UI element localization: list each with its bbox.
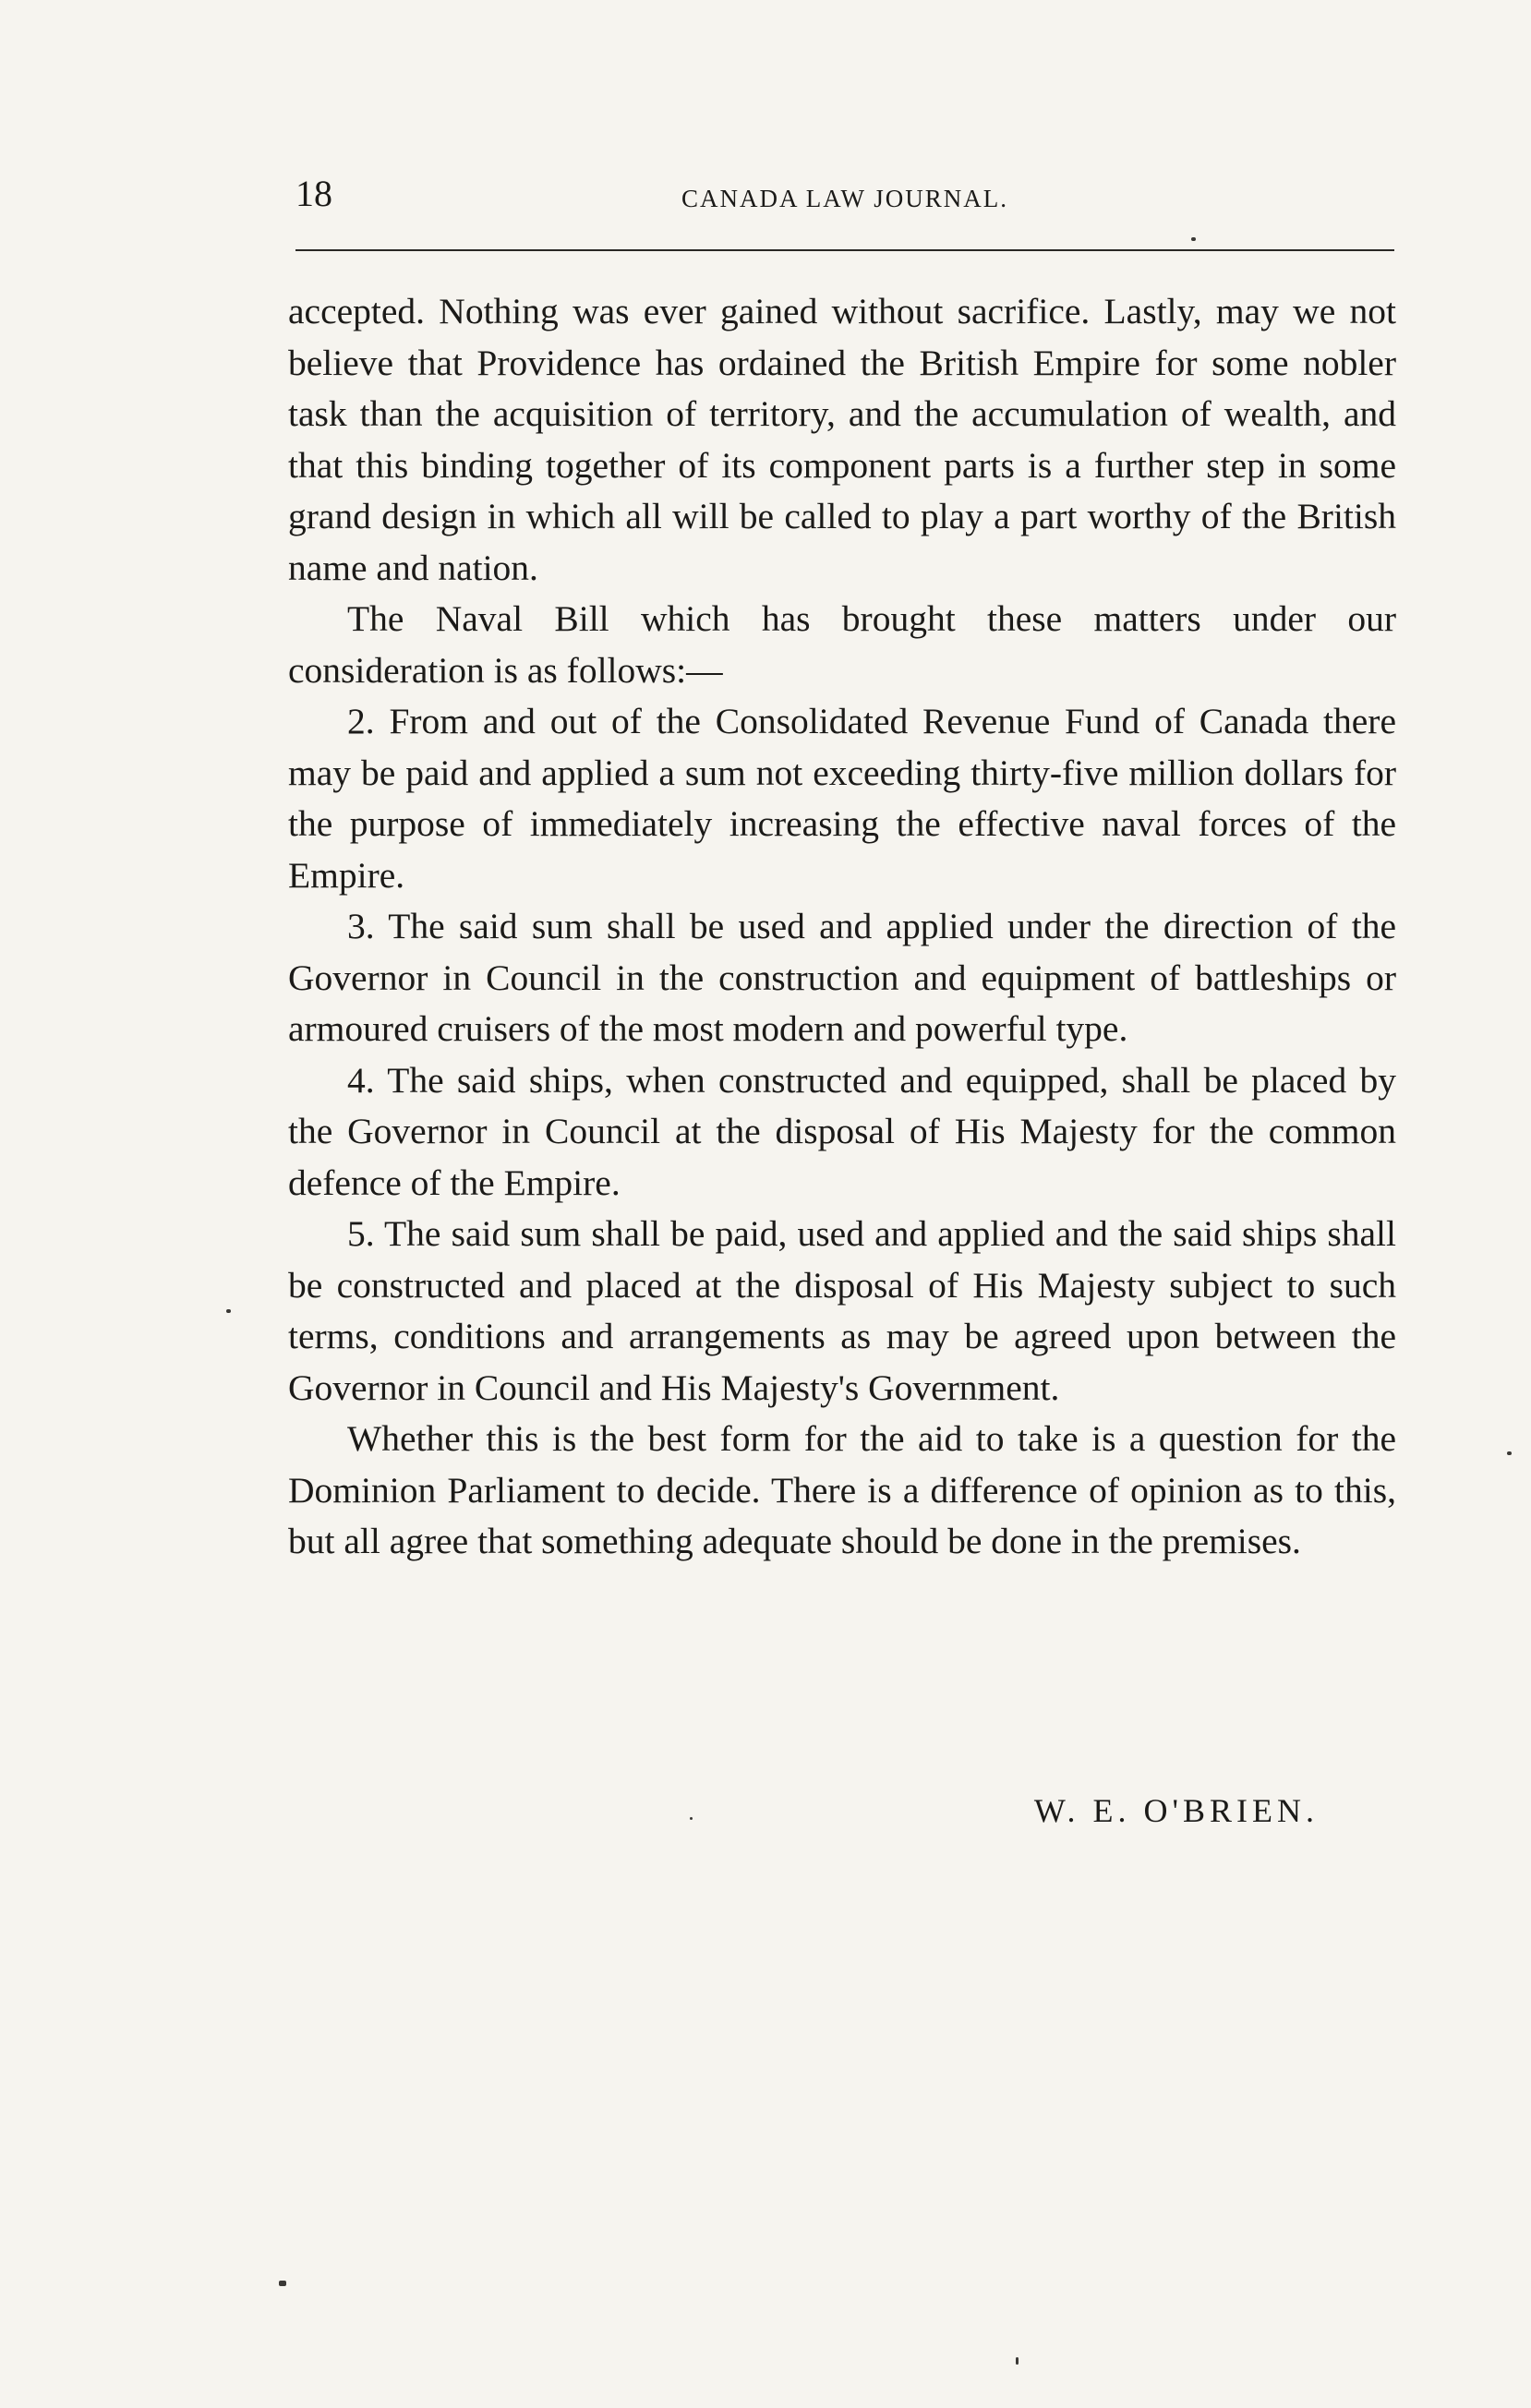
clause-4: 4. The said ships, when constructed and equipped, shall be placed by the Governor in Council at the disposal of His Majesty for the common defence of the Empire. (288, 1059, 1396, 1203)
print-speck (279, 2281, 286, 2286)
page-number: 18 (295, 173, 332, 214)
paragraph-naval-bill-intro: The Naval Bill which has brought these matters under our consideration is as follows:— (288, 598, 1396, 691)
page-header (295, 166, 1394, 251)
print-speck (1507, 1451, 1512, 1455)
clause-5: 5. The said sum shall be paid, used and applied and the said ships shall be constructed and placed at the disposal of His Majesty subject to such terms, conditions and arrangements as may be agreed upon between the Governor in Council and His Majesty's Government. (288, 1213, 1396, 1408)
author-signature: W. E. O'BRIEN. (1033, 1792, 1319, 1829)
clause-2: 2. From and out of the Consolidated Revenue Fund of Canada there may be paid and applied a sum not exceeding thirty-five million dollars for the purpose of immediately increasing the effective naval forces of the Empire. (288, 701, 1396, 896)
print-speck (226, 1309, 231, 1313)
print-speck (1191, 237, 1196, 241)
running-head: CANADA LAW JOURNAL. (681, 185, 1009, 212)
print-speck (690, 1817, 693, 1820)
paragraph-continuation: accepted. Nothing was ever gained without sacrifice. Lastly, may we not believe that Providence has ordained the British Empire for some nobler task than the acquisition of territory, and the accumulation of wealth, and that this binding together of its component parts is a further step in some grand design in which all will be called to play a part worthy of the British name and nation. (288, 291, 1396, 588)
print-speck (1016, 2357, 1019, 2365)
paragraph-conclusion: Whether this is the best form for the aid to take is a question for the Dominion Parliament to decide. There is a difference of opinion as to this, but all agree that something adequate should be done in the premises. (288, 1418, 1396, 1561)
clause-3: 3. The said sum shall be used and applied under the direction of the Governor in Council in the construction and equipment of battleships or armoured cruisers of the most modern and powerful type. (288, 906, 1396, 1049)
body-text (288, 286, 1396, 1568)
